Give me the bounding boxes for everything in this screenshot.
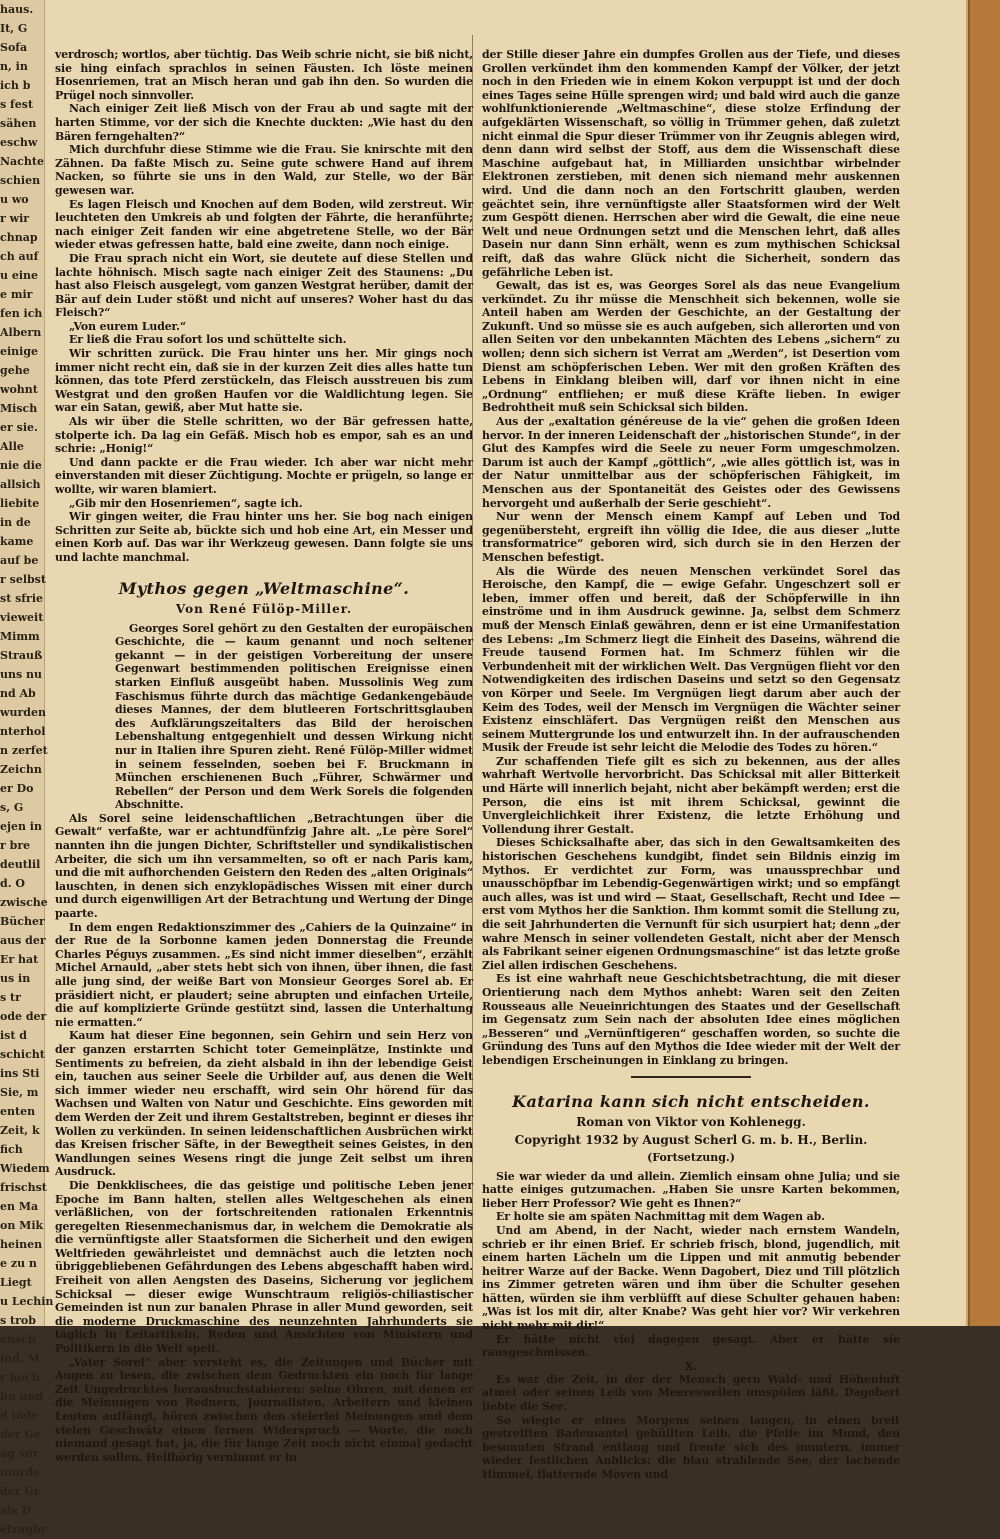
paragraph: Aus der „exaltation généreuse de la vie“ gehen die großen Ideen hervor. In der inneren Leidenschaft der „historischen Stunde“, in der Glut des Kampfes wird die Seele zu neuer Form umgeschmolzen. Darum ist auch der Kampf „göttlich“, „wie alles göttlich ist, was in der Natur unmittelbar aus der schöpferischen Fähigkeit, im Menschen aus der Spontaneität des Geistes oder des Gewissens hervorgeht und außerhalb der Serie geschieht“. — [482, 415, 900, 510]
binding-fragment: chnap — [0, 231, 38, 244]
article-heading-mythos: Mythos gegen „Weltmaschine“. — [118, 578, 410, 598]
paragraph: Als wir über die Stelle schritten, wo der Bär gefressen hatte, stolperte ich. Da lag ein Gefäß. Misch hob es empor, sah es an und schrie: „Honig!“ — [55, 415, 473, 456]
paragraph: Er ließ die Frau sofort los und schüttelte sich. — [69, 333, 347, 347]
binding-fragment: s trob — [0, 1314, 36, 1327]
binding-margin — [0, 0, 54, 1536]
page-edge — [968, 0, 1000, 1326]
paragraph: Sie war wieder da und allein. Ziemlich einsam ohne Julia; und sie hatte einiges gutzumachen. „Haben Sie unsre Karten bekommen, lieber Herr Professor? Wie geht es Ihnen?“ — [482, 1169, 900, 1210]
paragraph: Kaum hat dieser Eine begonnen, sein Gehirn und sein Herz von der ganzen erstarrten Schicht toter Gemeinplätze, Instinkte und Sentiments zu befreien, da zieht alsbald in ihn der lebendige Geist ein, tauchen aus seiner Seele die Urbilder auf, aus denen die Welt sich immer wieder neu erschafft, wird sein Ohr hörend für das Wachsen und Walten von Natur und Geschichte. Eins geworden mit dem Werden der Zeit und ihrem Gestaltstreben, beginnt er dieses ihr Wollen zu verkünden. In seinen leidenschaftlichen Ausbrüchen wirkt das Kreisen frischer Säfte, in der Bewegtheit seines Geistes, in den Wandlungen seines Wesens ringt die junge Zeit selbst um ihren Ausdruck. — [55, 1029, 473, 1179]
binding-fragment: s fest — [0, 98, 34, 111]
binding-fragment: gehe — [0, 364, 30, 377]
binding-fragment: ode der — [0, 1010, 47, 1023]
binding-fragment: Albern — [0, 326, 42, 339]
binding-fragment: It, G — [0, 22, 28, 35]
binding-fragment: sähen — [0, 117, 37, 130]
binding-fragment: Zeichn — [0, 763, 42, 776]
binding-fragment: einige — [0, 345, 39, 358]
binding-fragment: Er hat — [0, 953, 39, 966]
paragraph: Es lagen Fleisch und Knochen auf dem Boden, wild zerstreut. Wir leuchteten den Umkreis ab und folgten der Fährte, die heranführte; nach einiger Zeit fanden wir eine abgetretene Stelle, wo der Bär wieder etwas gefressen hatte, bald eine zweite, dann noch einige. — [55, 197, 473, 252]
binding-fragment: liebite — [0, 497, 40, 510]
binding-fragment: us in — [0, 972, 31, 985]
binding-fragment: uns nu — [0, 668, 43, 681]
binding-fragment: ins Sti — [0, 1067, 40, 1080]
binding-fragment: s, G — [0, 801, 24, 814]
paragraph: der Stille dieser Jahre ein dumpfes Grollen aus der Tiefe, und dieses Grollen verkündet ihm den kommenden Kampf der Völker, der jetzt noch in den Frieden wie in einem Kokon verpuppt ist und der doch eines Tages seine Hülle sprengen wird; und bald wird auch die ganze wohlfunktionierende „Weltmaschine“, diese stolze Erfindung der aufgeklärten Wissenschaft, so völlig in Trümmer gehen, daß zuletzt nicht einmal die Spur dieser Trümmer von ihr Zeugnis ablegen wird, denn dann wird selbst der Stoff, aus dem die Wissenschaft diese Maschine aufgebaut hat, in Milliarden unsichtbar wirbelnder Elektronen zerstieben, mit denen sich niemand mehr auskennen wird. Und die dann noch an den Fortschritt glauben, werden geächtet sein, ihre vernünftigste aller Staatsformen wird der Welt zum Gespött dienen. Herrschen aber wird die Gewalt, die eine neue Welt und neue Ordnungen setzt und die Menschen lehrt, daß alles Dasein nur dann Sinn erhält, wenn es zum mythischen Schicksal reift, daß das wahre Glück nicht die Sicherheit, sondern das gefährliche Leben ist. — [482, 48, 900, 279]
binding-fragment: u wo — [0, 193, 29, 206]
binding-fragment: haus. — [0, 3, 34, 16]
binding-fragment: Nachte — [0, 155, 44, 168]
binding-fragment: ag sur — [0, 1447, 39, 1460]
binding-fragment: ind. M — [0, 1352, 40, 1365]
paragraph: „Gib mir den Hosenriemen“, sagte ich. — [69, 496, 303, 510]
paragraph: Nach einiger Zeit ließ Misch von der Frau ab und sagte mit der harten Stimme, vor der sich die Knechte duckten: „Wie hast du den Bären ferngehalten?“ — [55, 102, 473, 143]
paragraph: Zur schaffenden Tiefe gilt es sich zu bekennen, aus der alles wahrhaft Wertvolle hervorbricht. Das Schicksal mit aller Bitterkeit und Härte will innerlich bejaht, nicht aber bekämpft werden; erst die Person, die eins ist mit ihrem Schicksal, gewinnt die Unvergleichlichkeit ihrer Existenz, die letzte Erhöhung und Vollendung ihrer Gestalt. — [482, 754, 900, 836]
binding-fragment: ist d — [0, 1029, 27, 1042]
binding-fragment: r bre — [0, 839, 31, 852]
binding-fragment: n, in — [0, 60, 28, 73]
paragraph: Als die Würde des neuen Menschen verkündet Sorel das Heroische, den Kampf, die — ewige Gefahr. Ungeschzert soll er leben, immer offen und bereit, daß der Schöpferwille in ihn einströme und in ihm Ausdruck gewinne. Ja, selbst dem Schmerz muß der Mensch Einlaß gewähren, denn er ist eine Urmanifestation des Lebens: „Im Schmerz liegt die Einheit des Daseins, während die Freude tausend Formen hat. Im Schmerz fühlen wir die Verbundenheit mit der wirklichen Welt. Das Vergnügen flieht vor den Notwendigkeiten des irdischen Daseins und setzt so den Gegensatz von Körper und Seele. Im Vergnügen liegt darum aber auch der Keim des Todes, weil der Mensch im Vergnügen die Wächter seiner Existenz einschläfert. Das Vergnügen reißt den Menschen aus seinem Muttergrunde los und entwurzelt ihn. In der aufrauschenden Musik der Freude ist sehr leicht die Melodie des Todes zu hören.“ — [482, 564, 900, 755]
binding-fragment: d inde — [0, 1409, 39, 1422]
binding-fragment: Mimm — [0, 630, 40, 643]
binding-fragment: en Ma — [0, 1200, 39, 1213]
paragraph: Dieses Schicksalhafte aber, das sich in den Gewaltsamkeiten des historischen Geschehens kundgibt, findet sein Bildnis einzig im Mythos. Er verdichtet zur Form, was unaussprechbar und unausschöpfbar im Lebendig-Gegenwärtigen wirkt; und so empfängt auch alles, was ist und wird — Staat, Gesellschaft, Recht und Idee — erst vom Mythos her die Sanktion. Ihm kommt somit die Stellung zu, die seit Jahrhunderten die Vernunft für sich usurpiert hat; denn „der wahre Mensch in seiner vollendeten Gestalt, nicht aber der Mensch als Fabrikant seiner eigenen Ordnungsmaschine“ ist das letzte große Ziel allen irdischen Geschehens. — [482, 836, 900, 972]
binding-fragment: heinen — [0, 1238, 43, 1251]
right-column — [482, 48, 900, 1482]
paragraph: Es war die Zeit, in der der Mensch gern Wald- und Höhenluft atmet oder seinen Leib von Meereswellen umspülen läßt. Dagobert liebte die See. — [482, 1372, 900, 1414]
paragraph: Die Denkklischees, die das geistige und politische Leben jener Epoche im Bann halten, stellen alles Weltgeschehen als einen verläßlichen, von der fortschreitenden rationalen Erkenntnis geregelten Riesenmechanismus dar, in welchem die Demokratie als die vernünftigste aller Staatsformen die Sicherheit und den ewigen Weltfrieden gewährleistet und demnächst auch die letzten noch übriggebliebenen Gefährdungen des Lebens abgeschafft haben wird. Freiheit von allen Aengsten des Daseins, Sicherung vor jeglichem Schicksal — dieser ewige Wunschtraum religiös-chiliastischer Gemeinden ist nun zur banalen Phrase in aller Mund geworden, seit die moderne Druckmaschine des neunzehnten Jahrhunderts sie täglich in Leitartikeln, Reden und Ansichten von Ministern und Politikern in die Welt speit. — [55, 1178, 473, 1356]
binding-fragment: d. O — [0, 877, 25, 890]
binding-fragment: r hoch — [0, 1371, 40, 1384]
paragraph: Gewalt, das ist es, was Georges Sorel als das neue Evangelium verkündet. Zu ihr müsse die Menschheit sich bekennen, wolle sie Anteil haben am Werden der Geschichte, an der Gestaltung der Zukunft. Und so müsse sie es auch aufgeben, sich allerorten und von allen Seiten vor den unbekannten Mächten des Lebens „sichern“ zu wollen; denn sich sichern ist Verrat am „Werden“, ist Desertion vom Dienst am schöpferischen Leben. Wer mit den großen Kräften des Lebens in Einklang bleiben will, darf vor ihnen nicht in eine „Ordnung“ entfliehen; er muß diese Kräfte lieben. In ewiger Bedrohtheit muß sein Schicksal sich bilden. — [482, 279, 900, 415]
binding-fragment: ch auf — [0, 250, 39, 263]
paragraph: So wiegte er eines Morgens seinen langen, in einen breit gestreiften Bademantel gehüllten Leib, die Pfeife im Mund, den besonnten Strand entlang und freute sich des muntern, immer wieder festlichen Anblicks: die blau strahlende See, der lachende Himmel, flatternde Möven und — [482, 1413, 900, 1481]
binding-fragment: Sie, m — [0, 1086, 39, 1099]
binding-fragment: nterhol — [0, 725, 46, 738]
binding-fragment: s tr — [0, 991, 21, 1004]
novel-continuation: (Fortsetzung.) — [647, 1150, 735, 1164]
binding-fragment: murde — [0, 1466, 41, 1479]
paragraph: Als Sorel seine leidenschaftlichen „Betrachtungen über die Gewalt“ verfaßte, war er achtundfünfzig Jahre alt. „Le père Sorel“ nannten ihn die jungen Dichter, Schriftsteller und syndikalistischen Arbeiter, die sich um ihn versammelten, so oft er nach Paris kam, und die mit aufhorchenden Geistern den Reden des „alten Originals“ lauschten, in denen sich enzyklopädisches Wissen mit einer durch und durch eigenwilligen Art der Betrachtung und Wertung der Dinge paarte. — [55, 811, 473, 921]
binding-fragment: Liegt — [0, 1276, 32, 1289]
binding-fragment: st sfrie — [0, 592, 44, 605]
article-lead: Georges Sorel gehört zu den Gestalten der europäischen Geschichte, die — kaum genannt und noch seltener gekannt — in der geistigen Vorbereitung der unsere Gegenwart bestimmenden politischen Ereignisse einen starken Einfluß ausgeübt haben. Mussolinis Weg zum Faschismus führte durch das mächtige Gedankengebäude dieses Mannes, der dem blutleeren Fortschrittsglauben des Aufklärungszeitalters das Bild der heroischen Lebenshaltung entgegenhielt und dessen Wirkung nicht nur in Italien ihre Spuren zieht. René Fülöp-Miller widmet in seinem fesselnden, soeben bei F. Bruckmann in München erschienenen Buch „Führer, Schwärmer und Rebellen“ der Person und dem Werk Sorels die folgenden Abschnitte. — [115, 621, 473, 812]
binding-fragment: nd Ab — [0, 687, 36, 700]
binding-fragment: u Lechin — [0, 1295, 54, 1308]
left-column — [55, 48, 473, 1464]
paragraph: Mich durchfuhr diese Stimme wie die Frau. Sie knirschte mit den Zähnen. Da faßte Misch zu. Seine gute schwere Hand auf ihrem Nacken, so führte sie uns in den Wald, zur Stelle, wo der Bär gewesen war. — [55, 143, 473, 197]
binding-fragment: zwische — [0, 896, 48, 909]
binding-fragment: schien — [0, 174, 41, 187]
chapter-number: X. — [684, 1359, 698, 1373]
paragraph: Er hätte nicht viel dagegen gesagt. Aber er hätte sie rausgeschmissen. — [482, 1332, 900, 1360]
binding-fragment: r wir — [0, 212, 30, 225]
binding-fragment: wohnt — [0, 383, 38, 396]
paragraph: verdrosch; wortlos, aber tüchtig. Das Weib schrie nicht, sie biß nicht, sie hing einfach sprachlos in seinen Fäusten. Ich löste meinen Hosenriemen, trat an Misch heran und gab ihn den. So wurden die Prügel noch sinnvoller. — [55, 48, 473, 102]
binding-fragment: Zeit, k — [0, 1124, 40, 1137]
paragraph: Nur wenn der Mensch einem Kampf auf Leben und Tod gegenübersteht, ergreift ihn völlig die Idee, die aus dieser „lutte transformatrice“ geboren wird, sich durch sie in den Herzen der Menschen befestigt. — [482, 510, 900, 564]
story-continuation — [55, 48, 473, 565]
paragraph: Wir schritten zurück. Die Frau hinter uns her. Mir gings noch immer nicht recht ein, daß sie in der kurzen Zeit dies alles hatte tun können, das tote Pferd zerstückeln, das Fleisch ausstreuen bis zum Westgrat und den großen Haufen vor die Waldlichtung legen. Sie war ein Satan, gewiß, aber Mut hatte sie. — [55, 347, 473, 415]
novel-body — [482, 1170, 900, 1360]
section-divider — [631, 1076, 751, 1078]
binding-fragment: etragbr — [0, 1523, 47, 1536]
novel-heading: Katarina kann sich nicht entscheiden. — [512, 1091, 870, 1111]
binding-fragment: r selbst — [0, 573, 46, 586]
binding-fragment: schicht — [0, 1048, 45, 1061]
paragraph: Es ist eine wahrhaft neue Geschichtsbetrachtung, die mit dieser Orientierung nach dem Mythos anhebt: Waren seit den Zeiten Rousseaus alle Neueinrichtungen des Staates und der Gesellschaft im Gegensatz zum Sein nach der absoluten Idee eines möglichen „Besseren“ und „Vernünftigeren“ geschaffen worden, so suchte die Gründung des Tuns auf den Mythos die Idee wieder mit der Welt der lebendigen Erscheinungen in Einklang zu bringen. — [482, 972, 900, 1067]
novel-byline: Roman von Viktor von Kohlenegg. — [576, 1114, 806, 1129]
binding-fragment: nie die — [0, 459, 42, 472]
binding-fragment: ich b — [0, 79, 31, 92]
binding-fragment: ensch — [0, 1333, 36, 1346]
article-byline-mythos: Von René Fülöp-Miller. — [175, 601, 353, 616]
binding-fragment: Bücher — [0, 915, 45, 928]
binding-fragment: bu und — [0, 1390, 44, 1403]
binding-fragment: Strauß — [0, 649, 43, 662]
binding-fragment: e mir — [0, 288, 33, 301]
paragraph: „Vater Sorel“ aber versteht es, die Zeitungen und Bücher mit Augen zu lesen, die zwischen dem Gedruckten ein noch für lange Zeit Ungedrucktes herausbuchstabieren: seine Ohren, mit denen er die Meinungen von Rednern, Journalisten, Arbeitern und kleinen Leuten auffängt, hören zwischen den vielerlei Meinungen und dem vielen Geschwätz einen fernen Widerspruch — Worte, die noch niemand gesagt hat, ja, die für lange Zeit noch nicht einmal gedacht werden sollen. Hellhörig vernimmt er in — [55, 1355, 473, 1464]
paragraph: Die Frau sprach nicht ein Wort, sie deutete auf diese Stellen und lachte höhnisch. Misch sagte nach einiger Zeit des Staunens: „Du hast also Fleisch ausgelegt, vom ganzen Westgrat herüber, damit der Bär auf dein Luder stößt und nicht auf unseres? Woher hast du das Fleisch?“ — [55, 251, 473, 320]
binding-fragment: allsich — [0, 478, 41, 491]
binding-fragment: eschw — [0, 136, 38, 149]
article-body-mythos-continued — [482, 48, 900, 1068]
binding-fragment: kame — [0, 535, 34, 548]
binding-fragment: aus der — [0, 934, 46, 947]
binding-fragment: fich — [0, 1143, 23, 1156]
novel-body-chapter — [482, 1373, 900, 1482]
binding-fragment: u eine — [0, 269, 39, 282]
binding-fragment: vieweit — [0, 611, 44, 624]
article-body-mythos — [55, 812, 473, 1465]
binding-fragment: der Gr — [0, 1485, 40, 1498]
binding-fragment: er sie. — [0, 421, 38, 434]
binding-fragment: in de — [0, 516, 31, 529]
binding-fragment: Sofa — [0, 41, 28, 54]
binding-fragment: als D — [0, 1504, 31, 1517]
binding-fragment: der Ge — [0, 1428, 41, 1441]
binding-fragment: n zerfet — [0, 744, 48, 757]
paragraph: „Von eurem Luder.“ — [69, 319, 187, 333]
paragraph: Und dann packte er die Frau wieder. Ich aber war nicht mehr einverstanden mit dieser Züchtigung. Mochte er prügeln, so lange er wollte, wir waren blamiert. — [55, 455, 473, 496]
binding-fragment: Alle — [0, 440, 24, 453]
binding-fragment: wurden — [0, 706, 46, 719]
paragraph: In dem engen Redaktionszimmer des „Cahiers de la Quinzaine“ in der Rue de la Sorbonne kamen jeden Donnerstag die Freunde Charles Péguys zusammen. „Es sind nicht immer dieselben“, erzählt Michel Arnauld, „aber stets hebt sich von ihnen, über ihnen, die fast alle jung sind, der weiße Bart von Monsieur Georges Sorel ab. Er präsidiert nicht, er plaudert; seine abrupten und einfachen Urteile, die auf komplizierte Gründe gestützt sind, lassen die Unterhaltung nie ermatten.“ — [55, 920, 473, 1029]
novel-copyright: Copyright 1932 by August Scherl G. m. b. H., Berlin. — [514, 1132, 868, 1147]
paragraph: Und am Abend, in der Nacht, wieder nach ernstem Wandeln, schrieb er ihr einen Brief. Er schrieb frisch, blond, jugendlich, mit einem harten Lächeln um die Lippen und mit anmutig bebender heitrer Warze auf der Backe. Wenn Dagobert, Diez und Till plötzlich ins Zimmer getreten wären und ihm über die Schulter gesehen hätten, würden sie ihm verblüfft auf diese Schulter gehauen haben: „Was ist los mit dir, alter Knabe? Was geht hier vor? Wir verkehren nicht mehr mit dir!“ — [482, 1223, 900, 1333]
binding-fragment: on Mik — [0, 1219, 44, 1232]
binding-fragment: e zu n — [0, 1257, 37, 1270]
binding-fragment: frischst — [0, 1181, 47, 1194]
binding-fragment: deutlil — [0, 858, 41, 871]
binding-fragment: enten — [0, 1105, 36, 1118]
paragraph: Wir gingen weiter, die Frau hinter uns her. Sie bog nach einigen Schritten zur Seite ab, bückte sich und hob eine Art, ein Messer und einen Korb auf. Das war ihr Werkzeug gewesen. Dann folgte sie uns und lachte manchmal. — [55, 510, 473, 564]
binding-fragment: auf be — [0, 554, 39, 567]
binding-fragment: Wiedem — [0, 1162, 50, 1175]
binding-fragment: ejen in — [0, 820, 42, 833]
paragraph: Er holte sie am späten Nachmittag mit dem Wagen ab. — [496, 1210, 825, 1224]
binding-fragment: Misch — [0, 402, 38, 415]
binding-fragment: fen ich — [0, 307, 43, 320]
binding-fragment: er Do — [0, 782, 34, 795]
